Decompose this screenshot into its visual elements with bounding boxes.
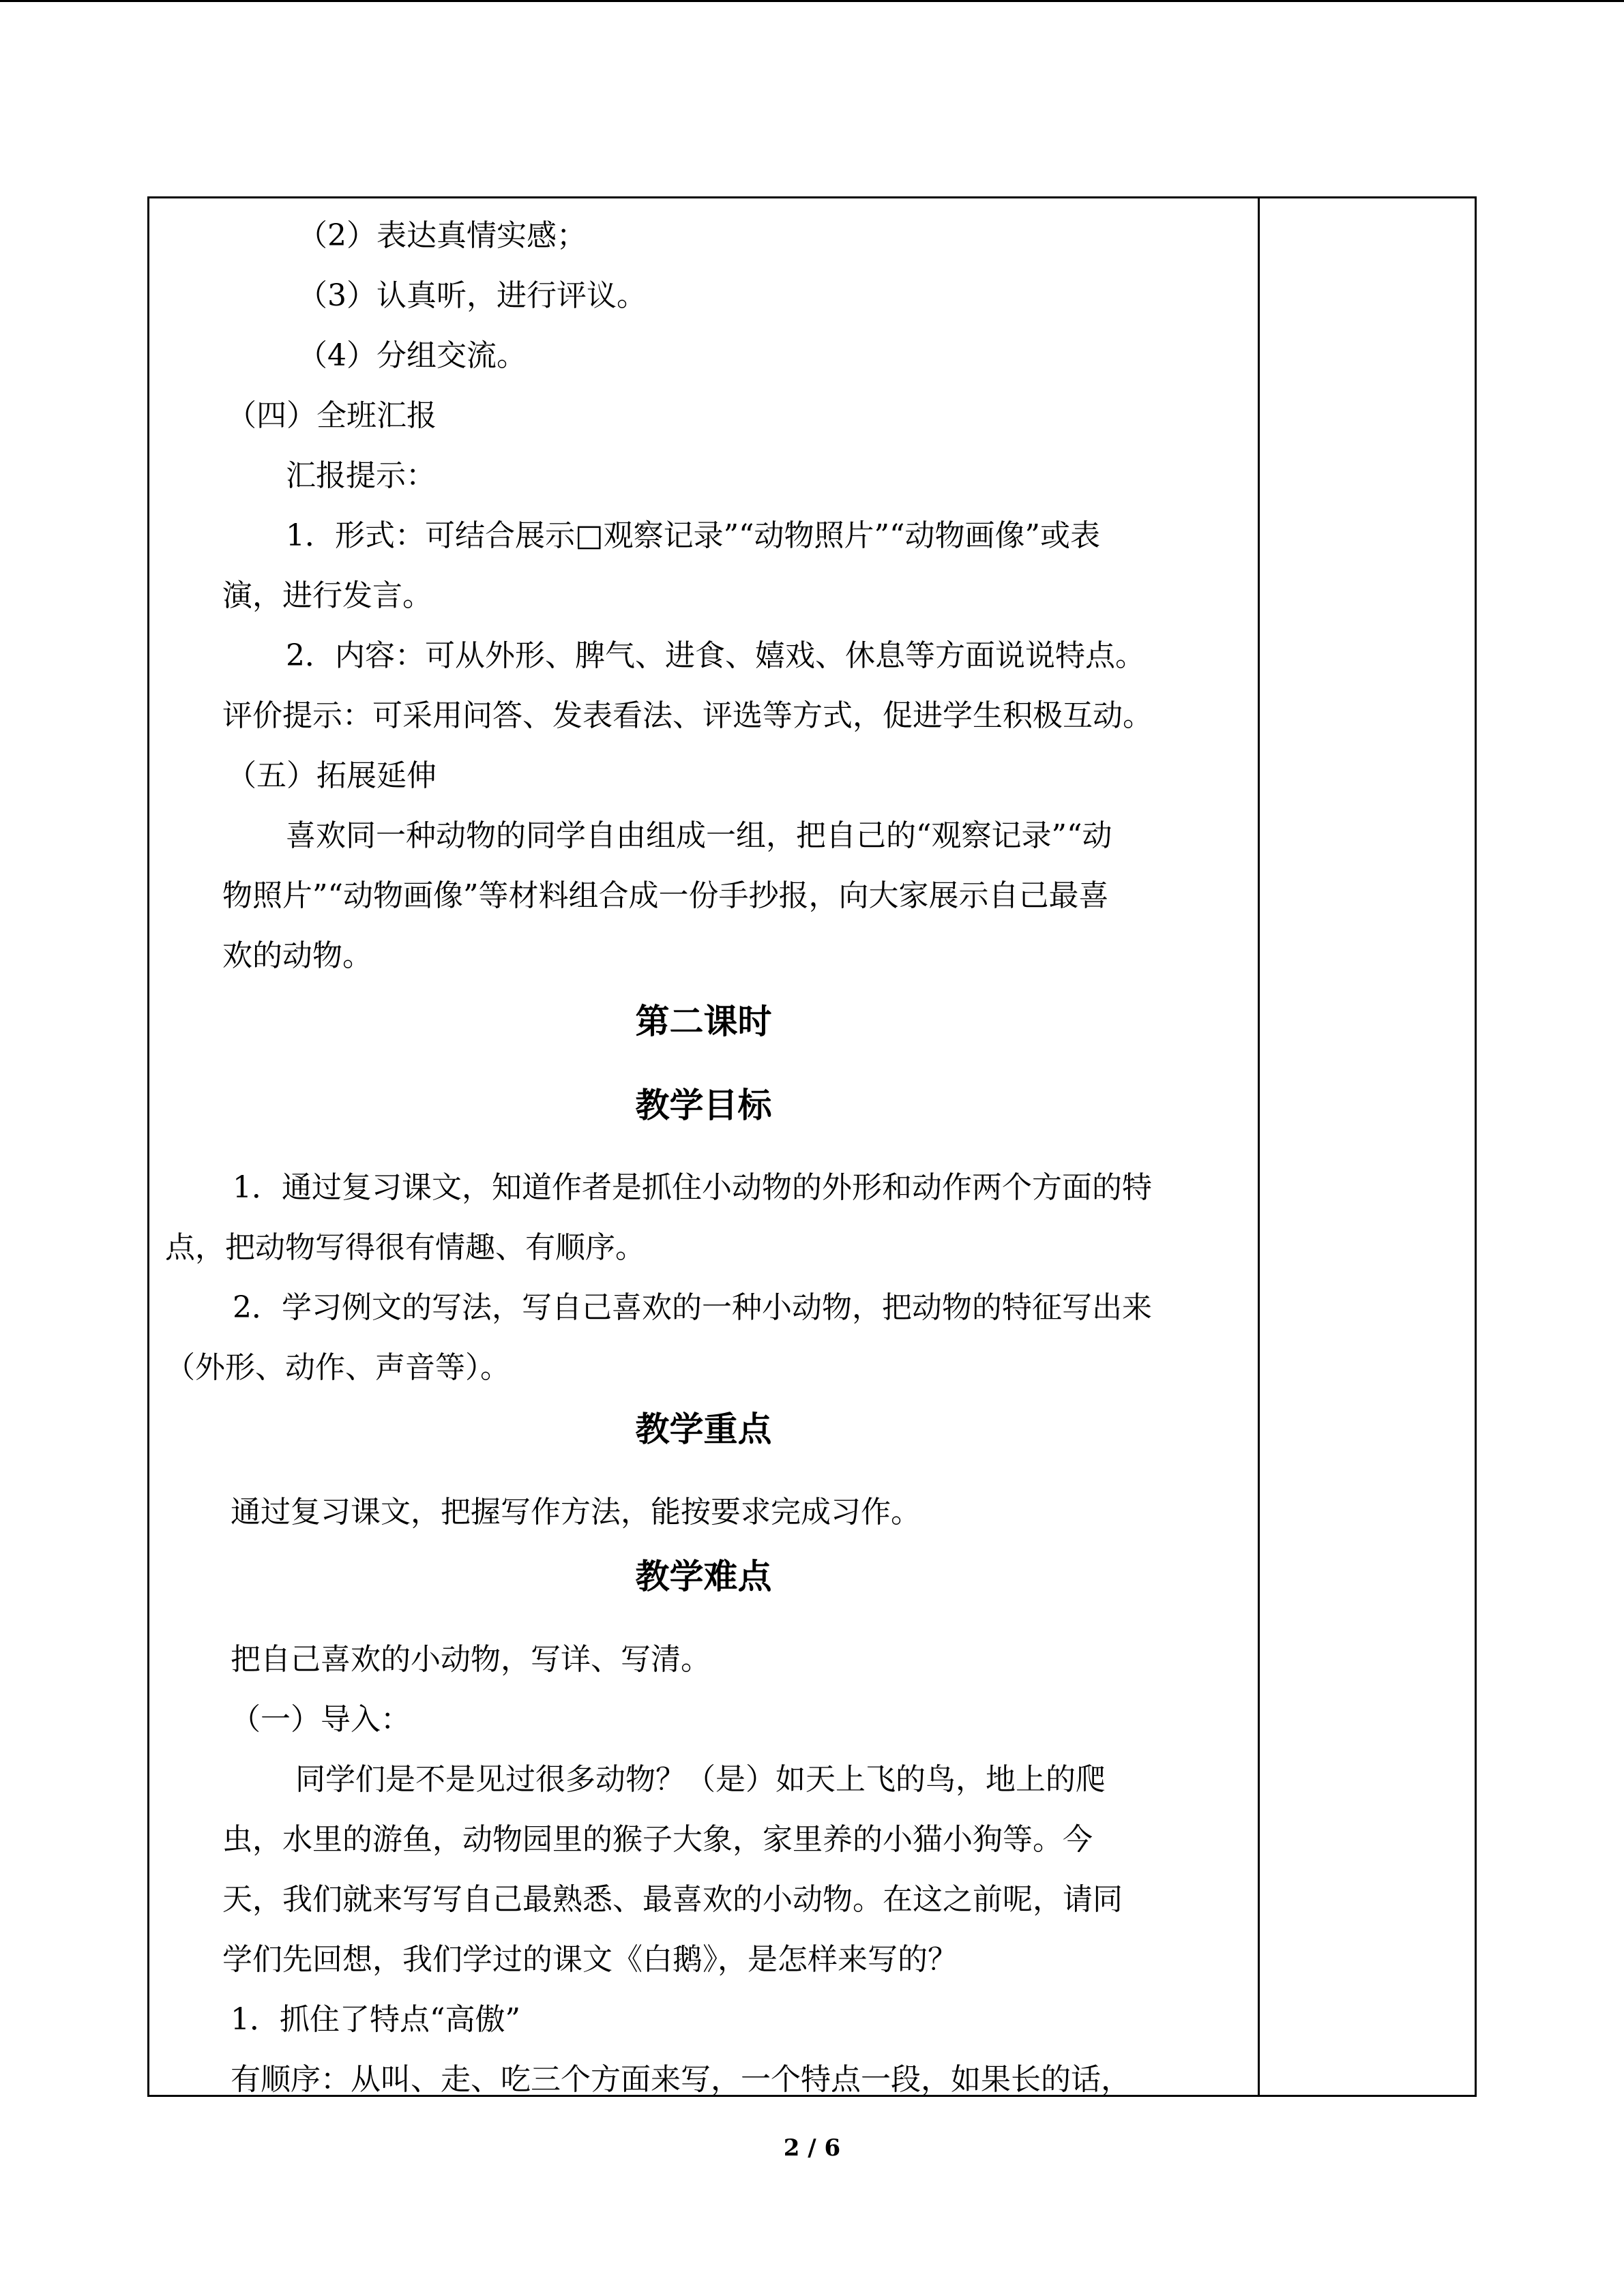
section-heading-text: （一）导入： [231, 1702, 411, 1737]
teaching-goals-heading: 教学目标 [635, 1086, 772, 1125]
text-line: 评价提示：可采用问答、发表看法、评选等方式，促进学生积极互动。 [222, 698, 1153, 733]
table-column-divider [1258, 198, 1260, 2095]
text-line: （3）认真听，进行评议。 [297, 278, 647, 313]
text-line: 欢的动物。 [222, 938, 372, 973]
text-line: 把自己喜欢的小动物，写详、写清。 [231, 1642, 711, 1677]
teaching-focus-heading: 教学重点 [635, 1410, 772, 1449]
lesson-period-heading: 第二课时 [635, 1002, 772, 1041]
text-line: 2．内容：可从外形、脾气、进食、嬉戏、休息等方面说说特点。 [286, 638, 1145, 673]
text-line: 汇报提示： [286, 458, 436, 493]
text-line: 1．抓住了特点“高傲” [231, 2002, 520, 2037]
text-line: 有顺序：从叫、走、吃三个方面来写，一个特点一段，如果长的话， [231, 2062, 1131, 2097]
lesson-plan-table [147, 196, 1477, 2097]
text-line: 喜欢同一种动物的同学自由组成一组，把自己的“观察记录”“动 [286, 818, 1112, 853]
text-line: 1．形式：可结合展示□观察记录”“动物照片”“动物画像”或表 [286, 518, 1101, 553]
section-heading-text: （四）全班汇报 [226, 398, 437, 433]
text-line: 通过复习课文，把握写作方法，能按要求完成习作。 [231, 1495, 921, 1530]
text-line: （外形、动作、声音等）。 [165, 1350, 510, 1385]
text-line: 1．通过复习课文，知道作者是抓住小动物的外形和动作两个方面的特 [233, 1170, 1152, 1205]
text-line: 演，进行发言。 [222, 578, 432, 613]
text-line: 2．学习例文的写法，写自己喜欢的一种小动物，把动物的特征写出来 [233, 1290, 1152, 1325]
text-line: 学们先回想，我们学过的课文《白鹅》，是怎样来写的？ [222, 1942, 958, 1977]
text-line: 天，我们就来写写自己最熟悉、最喜欢的小动物。在这之前呢，请同 [222, 1882, 1123, 1917]
text-line: （2）表达真情实感； [297, 218, 587, 253]
page-number: 2 / 6 [783, 2134, 841, 2162]
text-line: 虫，水里的游鱼，动物园里的猴子大象，家里养的小猫小狗等。今 [222, 1822, 1093, 1857]
teaching-difficulty-heading: 教学难点 [635, 1557, 772, 1596]
section-heading-text: （五）拓展延伸 [226, 758, 437, 793]
text-line: 物照片”“动物画像”等材料组合成一份手抄报，向大家展示自己最喜 [222, 878, 1109, 913]
text-line: 点，把动物写得很有情趣、有顺序。 [165, 1230, 645, 1265]
text-line: 同学们是不是见过很多动物？（是）如天上飞的鸟，地上的爬 [295, 1762, 1106, 1797]
text-line: （4）分组交流。 [297, 338, 527, 373]
top-border-line [0, 0, 1624, 2]
